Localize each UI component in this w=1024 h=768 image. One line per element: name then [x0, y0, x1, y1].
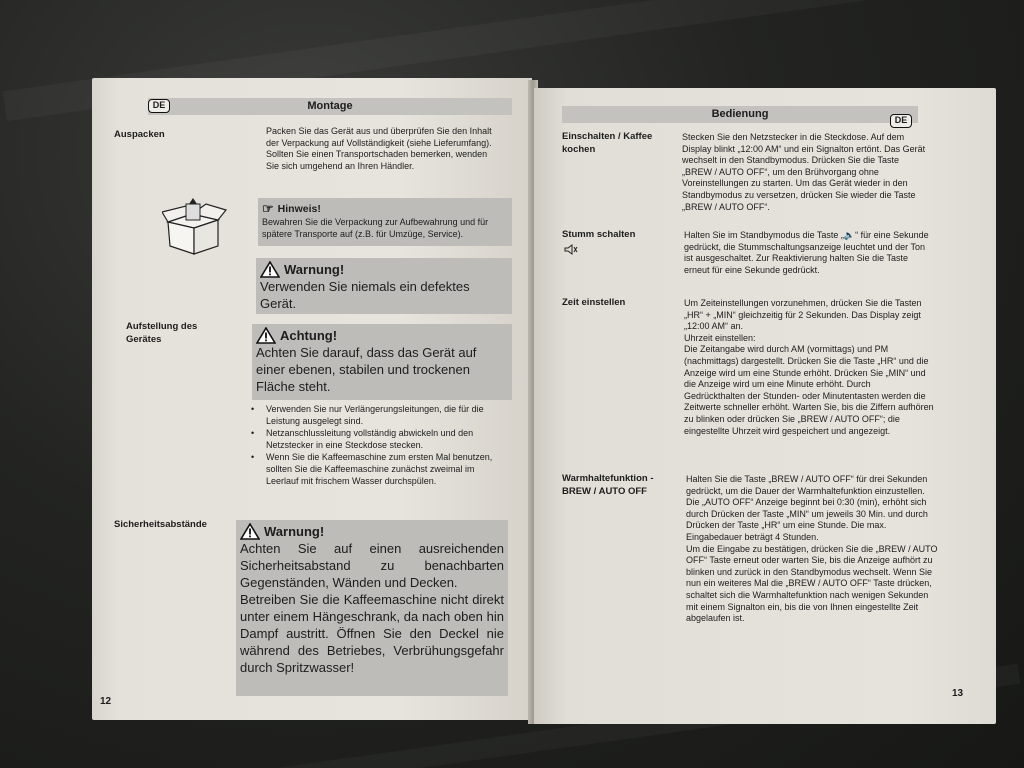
page-number-left: 12 [100, 696, 112, 707]
warnung-box-1 [256, 258, 512, 314]
sicherheit-title: Warnung! [264, 524, 325, 539]
zeit-text-block [684, 298, 934, 437]
list-item: • Netzanschlussleitung vollständig abwickeln und den Netzstecker in eine Steckdose stecken. [248, 428, 500, 451]
hinweis-title: Hinweis! [277, 203, 321, 215]
aufstellung-bullet-list [248, 404, 500, 488]
warnung-1-title: Warnung! [284, 262, 345, 277]
zeit-text-2: Die Zeitangabe wird durch AM (vormittags) und PM (nachmittags) dargestellt. Drücken Sie die Taste „HR“ und die Anzeige wird um eine Stunde erhöht. Drücken Sie „MIN“ und die Anzeige wird um eine Minute erhöht. Durch Gedrückthalten der Stunden- oder Minutentasten werden die Zeitwerte schneller erhöht. Warten Sie, bis die Ziffern aufhören zu blinken oder drücken Sie „BREW / AUTO OFF“; die eingestellte Uhrzeit wird gespeichert und angezeigt. [684, 344, 934, 436]
aufstellung-label: Aufstellung des Gerätes [126, 321, 198, 345]
zeit-text-1: Um Zeiteinstellungen vorzunehmen, drücken Sie die Tasten „HR“ + „MIN“ gleichzeitig für 2 Sekunden. Das Display zeigt „12:00 AM“ an. [684, 298, 922, 332]
warning-triangle-icon [260, 261, 280, 278]
page-number-right: 13 [952, 688, 964, 699]
stumm-text: Halten Sie im Standbymodus die Taste „🔈“ für eine Sekunde gedrückt, die Stummschaltungsanzeige leuchtet und der Ton ist ausgeschaltet. Zur Reaktivierung halten Sie die Taste erneut für eine Sekunde gedrückt. [684, 230, 929, 275]
hinweis-box [258, 198, 512, 246]
stumm-label: Stumm schalten [562, 229, 636, 240]
sicherheit-text-1: Achten Sie auf einen ausreichenden Sicherheitsabstand zu benachbarten Gegenständen, Wänden und Decken. [240, 541, 504, 590]
einschalten-text: Stecken Sie den Netzstecker in die Steckdose. Auf dem Display blinkt „12:00 AM“ und ein Signalton ertönt. Das Gerät wechselt in den Standbymodus. Drücken Sie die Taste „BREW / AUTO OFF“, um den Brühvorgang ohne Voreinstellungen zu starten. Um das Gerät wieder in den Standbymodus zu versetzen, drücken Sie wieder die Taste „BREW / AUTO OFF“. [682, 132, 926, 212]
left-section-title: Montage [307, 100, 353, 112]
warning-triangle-icon [256, 327, 276, 344]
right-section-header [562, 106, 918, 123]
list-item: • Wenn Sie die Kaffeemaschine zum ersten Mal benutzen, sollten Sie die Kaffeemaschine zunächst zweimal im Leerlauf mit frischem Wasser durchspülen. [248, 452, 500, 487]
warmhalte-text-2: Um die Eingabe zu bestätigen, drücken Sie die „BREW / AUTO OFF“ Taste erneut oder warten Sie, bis die Anzeige aufhört zu blinken und zurück in den Standbymodus wechselt. Wenn Sie nun ein weiteres Mal die „BREW / AUTO OFF“ Taste drücken, schaltet sich die Warmhaltefunktion nach wenigen Sekunden mit einem Signalton ein, bis die von Ihnen eingestellte Zeit abgelaufen ist. [686, 543, 938, 624]
warning-triangle-icon [240, 523, 260, 540]
speaker-mute-icon [564, 244, 578, 255]
achtung-text: Achten Sie darauf, dass das Gerät auf einer ebenen, stabilen und trockenen Fläche steht. [256, 345, 477, 394]
left-section-header [148, 98, 512, 115]
sicherheit-text-2: Betreiben Sie die Kaffeemaschine nicht direkt unter einem Hängeschrank, da nach oben hin Dampf austritt. Öffnen Sie den Deckel nie während des Betriebes, Verbrühungsgefahr durch Spritzwasser! [240, 592, 504, 675]
zeit-label: Zeit einstellen [562, 297, 626, 308]
warnung-1-text: Verwenden Sie niemals ein defektes Gerät. [260, 279, 470, 311]
unpacking-box-icon [162, 196, 228, 258]
warmhalte-label: Warmhaltefunktion - BREW / AUTO OFF [562, 473, 654, 497]
list-item: • Verwenden Sie nur Verlängerungsleitungen, die für die Leistung ausgelegt sind. [248, 404, 500, 427]
achtung-title: Achtung! [280, 328, 338, 343]
pointing-hand-icon: ☞ [262, 201, 274, 216]
hinweis-text: Bewahren Sie die Verpackung zur Aufbewahrung und für spätere Transporte auf (z.B. für Umzüge, Service). [262, 217, 489, 239]
left-page [92, 78, 532, 720]
right-page [534, 88, 996, 724]
warmhalte-text-1: Halten Sie die Taste „BREW / AUTO OFF“ für drei Sekunden gedrückt, um die Dauer der Warmhaltefunktion einzustellen. Die „AUTO OFF“ Anzeige beginnt bei 0:30 (min), erhöht sich durch Drücken der Taste „MIN“ um jeweils 30 Min. und durch Drücken der Taste „HR“ um eine Stunde. Die max. Eingabedauer beträgt 4 Stunden. [686, 474, 928, 542]
warmhalte-text-block [686, 474, 940, 625]
language-badge: DE [890, 114, 912, 128]
zeit-subhead: Uhrzeit einstellen: [684, 332, 756, 343]
language-badge: DE [148, 99, 170, 113]
sicherheit-warnung-box [236, 520, 508, 696]
achtung-box [252, 324, 512, 400]
auspacken-text: Packen Sie das Gerät aus und überprüfen Sie den Inhalt der Verpackung auf Vollständigkeit (siehe Lieferumfang). Sollten Sie einen Transportschaden bemerken, wenden Sie sich umgehend an Ihren Händler. [266, 126, 492, 171]
einschalten-label: Einschalten / Kaffee kochen [562, 131, 653, 155]
right-section-title: Bedienung [711, 108, 769, 120]
auspacken-label: Auspacken [114, 129, 165, 140]
sicherheit-label: Sicherheitsabstände [114, 519, 207, 530]
